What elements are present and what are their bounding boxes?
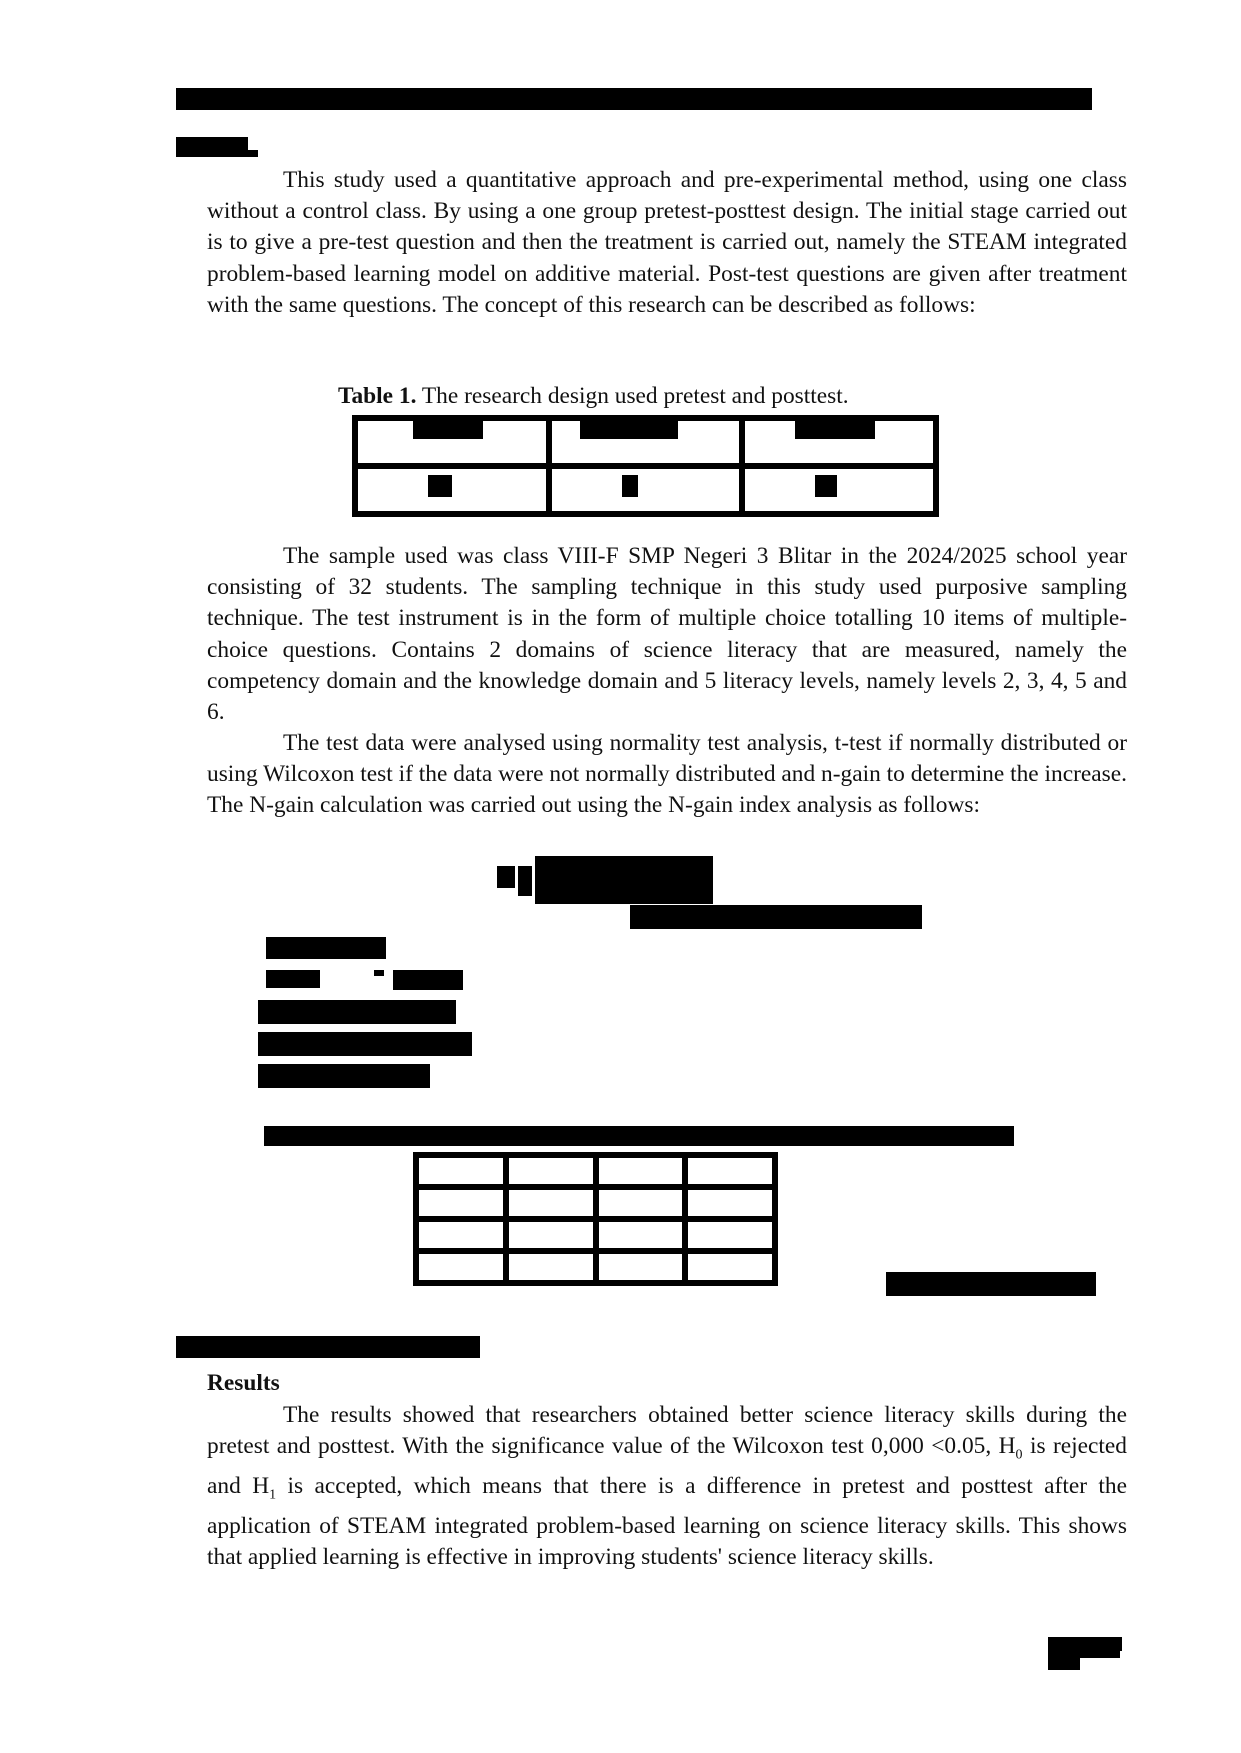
table1-data-cell <box>355 466 549 514</box>
table1-header-cell <box>742 418 936 466</box>
table2-cell <box>596 1155 686 1187</box>
table2-caption-redacted <box>264 1126 1014 1146</box>
table2-cell <box>596 1219 686 1251</box>
table2-row <box>416 1155 775 1187</box>
table1-header-row <box>355 418 936 466</box>
table2-cell <box>506 1187 596 1219</box>
table2-row <box>416 1187 775 1219</box>
table2-cell <box>685 1187 775 1219</box>
table1-data-row <box>355 466 936 514</box>
method-paragraph-2: The sample used was class VIII-F SMP Negeri 3 Blitar in the 2024/2025 school year consisting of 32 students. The sampling technique in this study used purposive sampling technique. The test instrument is in the form of multiple choice totalling 10 items of multiple-choice questions. Contains 2 domains of science literacy that are measured, namely the competency domain and the knowledge domain and 5 literacy levels, namely levels 2, 3, 4, 5 and 6. <box>207 543 1127 726</box>
table2-citation-redacted <box>886 1272 1096 1296</box>
running-header-redacted <box>176 88 1092 110</box>
table2-cell <box>506 1219 596 1251</box>
legend-line-redacted <box>258 1064 430 1088</box>
table2-cell <box>685 1155 775 1187</box>
method-paragraph-1: This study used a quantitative approach and pre-experimental method, using one class without a control class. By using a one group pretest-posttest design. The initial stage carried out is to give a pre-test question and then the treatment is carried out, namely the STEAM integrated problem-based learning model on additive material. Post-test questions are given after treatment with the same questions. The concept of this research can be described as follows: <box>207 167 1127 318</box>
table2-cell <box>416 1155 506 1187</box>
legend-line-redacted <box>258 1032 472 1056</box>
legend-line-redacted <box>266 970 320 988</box>
table1-header-cell <box>549 418 743 466</box>
page-number-redacted <box>1080 1648 1120 1658</box>
legend-title-redacted <box>266 937 386 959</box>
table2-cell <box>596 1251 686 1283</box>
table2-cell <box>506 1155 596 1187</box>
table1-header-cell <box>355 418 549 466</box>
table1-research-design <box>352 415 939 517</box>
table2-cell <box>685 1251 775 1283</box>
page-number-redacted <box>1048 1648 1080 1670</box>
method-paragraph-3: The test data were analysed using normality test analysis, t-test if normally distributed or using Wilcoxon test if the data were not normally distributed and n-gain to determine the increase. The N-gain calculation was carried out using the N-gain index analysis as follows: <box>207 730 1127 819</box>
legend-line-redacted <box>393 970 463 990</box>
results-subheading: Results <box>207 1370 280 1396</box>
method-heading-redacted <box>176 137 248 157</box>
table2-cell <box>685 1219 775 1251</box>
ngain-citation-redacted <box>630 905 922 929</box>
table2-cell <box>596 1187 686 1219</box>
legend-line-redacted <box>374 970 384 976</box>
ngain-formula-redacted <box>497 866 515 888</box>
ngain-formula-redacted <box>518 866 532 896</box>
table2-cell <box>506 1251 596 1283</box>
table2-cell <box>416 1187 506 1219</box>
results-paragraph: The results showed that researchers obtained better science literacy skills during the pretest and posttest. With the significance value of the Wilcoxon test 0,000 <0.05, $H_0$ is rejected and $H_1$ is accepted, which means that there is a difference in pretest and posttest after the application of STEAM integrated problem-based learning on science literacy skills. This shows that applied learning is effective in improving students' science literacy skills. <box>207 1402 1127 1571</box>
ngain-formula-redacted <box>535 856 713 904</box>
method-heading-redacted-tail <box>248 150 258 157</box>
table2-cell <box>416 1251 506 1283</box>
results-section-heading-redacted <box>176 1336 480 1358</box>
table2-row <box>416 1219 775 1251</box>
table1-data-cell <box>549 466 743 514</box>
table2-cell <box>416 1219 506 1251</box>
table1-caption-text: The research design used pretest and posttest. <box>416 383 849 409</box>
table2-row <box>416 1251 775 1283</box>
table2-ngain-criteria <box>413 1152 778 1286</box>
table1-caption-label: Table 1. <box>338 383 417 409</box>
table1-data-cell <box>742 466 936 514</box>
legend-line-redacted <box>258 1000 456 1024</box>
table1-caption <box>338 383 849 410</box>
